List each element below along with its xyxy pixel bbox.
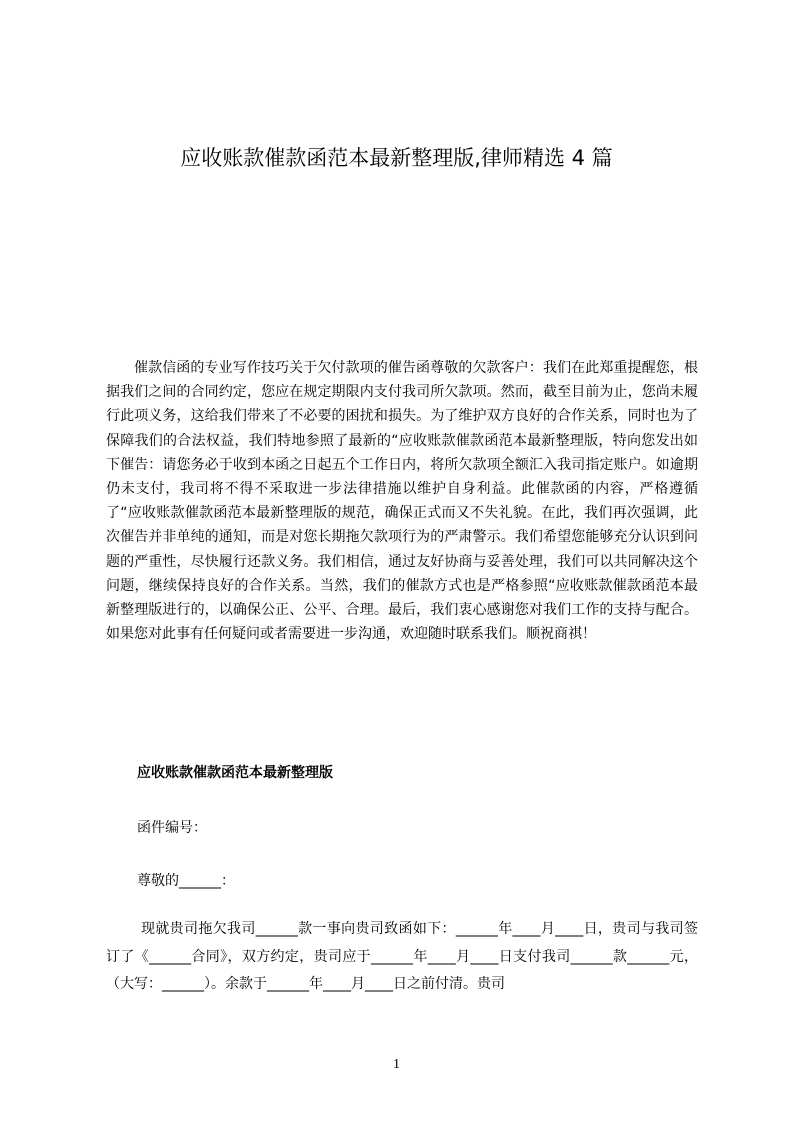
template-heading: 应收账款催款函范本最新整理版 [137,765,333,781]
intro-paragraph: 催款信函的专业写作技巧关于欠付款项的催告函尊敬的欠款客户：我们在此郑重提醒您，根据我们之间的合同约定，您应在规定期限内支付我司所欠款项。然而，截至目前为止，您尚未履行此项义务，这给我们带来了不必要的困扰和损失。为了维护双方良好的合作关系，同时也为了保障我们的合法权益，我们特地参照了最新的“应收账款催款函范本最新整理版，特向您发出如下催告：请您务必于收到本函之日起五个工作日内，将所欠款项全额汇入我司指定账户。如逾期仍未支付，我司将不得不采取进一步法律措施以维护自身利益。此催款函的内容，严格遵循了“应收账款催款函范本最新整理版的规范，确保正式而又不失礼貌。在此，我们再次强调，此次催告并非单纯的通知，而是对您长期拖欠款项行为的严肃警示。我们希望您能够充分认识到问题的严重性，尽快履行还款义务。我们相信，通过友好协商与妥善处理，我们可以共同解决这个问题，继续保持良好的合作关系。当然，我们的催款方式也是严格参照“应收账款催款函范本最新整理版进行的，以确保公正、公平、合理。最后，我们衷心感谢您对我们工作的支持与配合。如果您对此事有任何疑问或者需要进一步沟通，欢迎随时联系我们。顺祝商祺！ [106,360,698,643]
document-title: 应收账款催款函范本最新整理版,律师精选 4 篇 [180,146,613,170]
letter-body-paragraph: 现就贵司拖欠我司______款一事向贵司致函如下：______年____月____日，贵司与我司签订了《______合同》，双方约定，贵司应于______年____月____日支付我司______款______元，（大写：______）。余款于______年____月____日之前付清。贵司 [106,921,698,992]
page-number: 1 [393,1057,400,1072]
salutation-line: 尊敬的______： [137,873,235,889]
letter-number-label: 函件编号： [137,820,207,836]
